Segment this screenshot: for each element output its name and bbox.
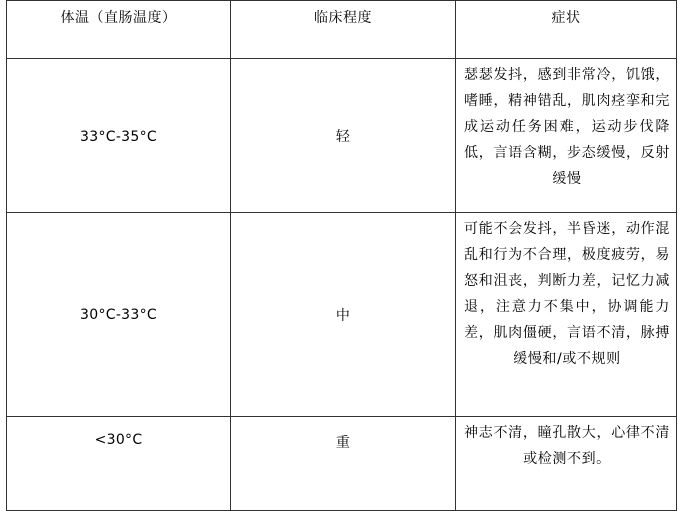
header-symptoms: 症状 [456,1,677,59]
temperature-value: <30°C [94,432,143,448]
temperature-value: 30°C-33°C [80,306,157,323]
symptoms-cell: 神志不清，瞳孔散大，心律不清或检测不到。 [456,417,677,511]
level-cell [231,59,456,213]
temperature-cell [7,59,231,213]
table-row [7,213,677,417]
hypothermia-table [6,0,677,511]
header-temperature: 体温（直肠温度） [7,1,231,59]
table-header-row [7,1,677,59]
table-row [7,417,677,511]
level-cell [231,417,456,511]
level-value: 中 [335,307,351,324]
level-value: 重 [335,435,351,451]
symptoms-cell: 可能不会发抖，半昏迷，动作混乱和行为不合理，极度疲劳，易怒和沮丧，判断力差，记忆力减退，注意力不集中，协调能力差，肌肉僵硬，言语不清，脉搏缓慢和/或不规则 [456,213,677,417]
table-row [7,59,677,213]
temperature-value: 33°C-35°C [80,128,157,145]
temperature-cell [7,213,231,417]
level-cell [231,213,456,417]
temperature-cell [7,417,231,511]
level-value: 轻 [335,128,351,145]
header-clinical-level: 临床程度 [231,1,456,59]
symptoms-cell: 瑟瑟发抖，感到非常冷，饥饿，嗜睡，精神错乱，肌肉痉挛和完成运动任务困难，运动步伐降低，言语含糊，步态缓慢，反射缓慢 [456,59,677,213]
